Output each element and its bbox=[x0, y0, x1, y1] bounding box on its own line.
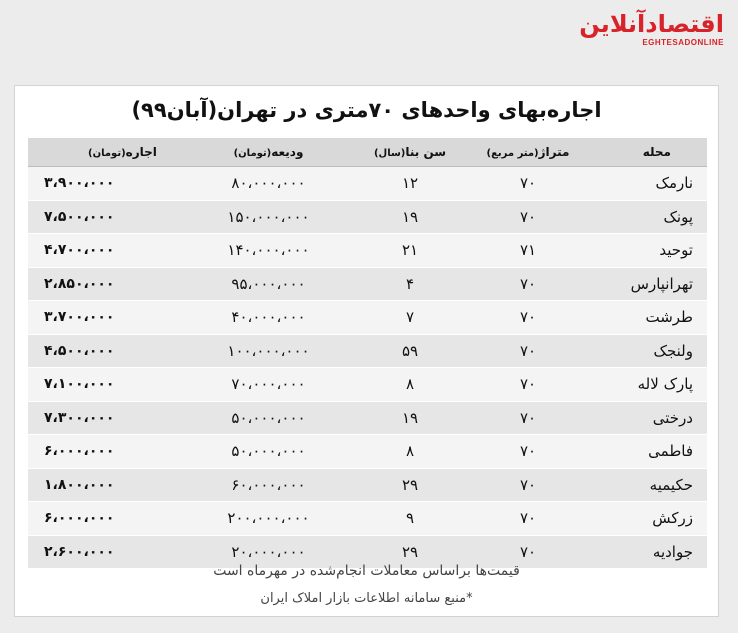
cell-rent: ۳،۹۰۰،۰۰۰ bbox=[28, 167, 186, 201]
cell-rent: ۷،۱۰۰،۰۰۰ bbox=[28, 368, 186, 402]
table-row bbox=[28, 435, 707, 469]
cell-deposit: ۱۵۰،۰۰۰،۰۰۰ bbox=[186, 200, 351, 234]
brand-logo bbox=[574, 10, 724, 56]
cell-building-age: ۲۱ bbox=[351, 234, 469, 268]
cell-deposit: ۸۰،۰۰۰،۰۰۰ bbox=[186, 167, 351, 201]
table-row bbox=[28, 301, 707, 335]
cell-rent: ۱،۸۰۰،۰۰۰ bbox=[28, 468, 186, 502]
table-row bbox=[28, 267, 707, 301]
cell-area: ۷۰ bbox=[469, 267, 587, 301]
cell-deposit: ۹۵،۰۰۰،۰۰۰ bbox=[186, 267, 351, 301]
cell-building-age: ۲۹ bbox=[351, 468, 469, 502]
logo-subtext: EGHTESADONLINE bbox=[642, 38, 724, 47]
cell-neighborhood: جوادیه bbox=[587, 535, 707, 569]
table-row bbox=[28, 368, 707, 402]
price-note: قیمت‌ها براساس معاملات انجام‌شده در مهرماه است bbox=[213, 563, 520, 579]
header-rent: اجاره(تومان) bbox=[28, 138, 186, 167]
header-deposit: ودیعه(تومان) bbox=[186, 138, 351, 167]
cell-area: ۷۰ bbox=[469, 301, 587, 335]
cell-rent: ۲،۸۵۰،۰۰۰ bbox=[28, 267, 186, 301]
cell-area: ۷۰ bbox=[469, 167, 587, 201]
cell-area: ۷۰ bbox=[469, 435, 587, 469]
cell-building-age: ۱۹ bbox=[351, 401, 469, 435]
table-row bbox=[28, 401, 707, 435]
cell-neighborhood: ولنجک bbox=[587, 334, 707, 368]
header-age: سن بنا(سال) bbox=[351, 138, 469, 167]
cell-neighborhood: حکیمیه bbox=[587, 468, 707, 502]
cell-rent: ۷،۳۰۰،۰۰۰ bbox=[28, 401, 186, 435]
cell-area: ۷۰ bbox=[469, 200, 587, 234]
cell-neighborhood: زرکش bbox=[587, 502, 707, 536]
rent-table-card bbox=[14, 85, 719, 617]
cell-neighborhood: فاطمی bbox=[587, 435, 707, 469]
cell-neighborhood: درختی bbox=[587, 401, 707, 435]
page-title: اجاره‌بهای واحدهای ۷۰متری در تهران(آبان۹۹) bbox=[131, 98, 602, 122]
cell-deposit: ۶۰،۰۰۰،۰۰۰ bbox=[186, 468, 351, 502]
table-row bbox=[28, 468, 707, 502]
cell-rent: ۴،۷۰۰،۰۰۰ bbox=[28, 234, 186, 268]
cell-neighborhood: پارک لاله bbox=[587, 368, 707, 402]
table-row bbox=[28, 334, 707, 368]
cell-neighborhood: طرشت bbox=[587, 301, 707, 335]
cell-deposit: ۱۰۰،۰۰۰،۰۰۰ bbox=[186, 334, 351, 368]
cell-area: ۷۰ bbox=[469, 368, 587, 402]
cell-building-age: ۱۹ bbox=[351, 200, 469, 234]
cell-rent: ۶،۰۰۰،۰۰۰ bbox=[28, 502, 186, 536]
cell-neighborhood: پونک bbox=[587, 200, 707, 234]
cell-rent: ۶،۰۰۰،۰۰۰ bbox=[28, 435, 186, 469]
cell-building-age: ۵۹ bbox=[351, 334, 469, 368]
cell-neighborhood: توحید bbox=[587, 234, 707, 268]
header-area: متراژ(متر مربع) bbox=[469, 138, 587, 167]
cell-area: ۷۰ bbox=[469, 535, 587, 569]
logo-text: اقتصادآنلاین bbox=[579, 10, 724, 38]
cell-building-age: ۷ bbox=[351, 301, 469, 335]
cell-deposit: ۱۴۰،۰۰۰،۰۰۰ bbox=[186, 234, 351, 268]
cell-deposit: ۵۰،۰۰۰،۰۰۰ bbox=[186, 401, 351, 435]
cell-building-age: ۸ bbox=[351, 435, 469, 469]
cell-building-age: ۲۹ bbox=[351, 535, 469, 569]
cell-area: ۷۰ bbox=[469, 502, 587, 536]
cell-area: ۷۰ bbox=[469, 401, 587, 435]
cell-area: ۷۰ bbox=[469, 468, 587, 502]
cell-building-age: ۱۲ bbox=[351, 167, 469, 201]
cell-rent: ۴،۵۰۰،۰۰۰ bbox=[28, 334, 186, 368]
cell-neighborhood: نارمک bbox=[587, 167, 707, 201]
cell-building-age: ۴ bbox=[351, 267, 469, 301]
cell-rent: ۲،۶۰۰،۰۰۰ bbox=[28, 535, 186, 569]
cell-building-age: ۸ bbox=[351, 368, 469, 402]
cell-deposit: ۲۰۰،۰۰۰،۰۰۰ bbox=[186, 502, 351, 536]
rent-table bbox=[28, 138, 707, 569]
table-row bbox=[28, 167, 707, 201]
cell-neighborhood: تهرانپارس bbox=[587, 267, 707, 301]
header-neighborhood: محله bbox=[587, 138, 707, 167]
table-row bbox=[28, 502, 707, 536]
table-row bbox=[28, 200, 707, 234]
table-header-row bbox=[28, 138, 707, 167]
cell-area: ۷۱ bbox=[469, 234, 587, 268]
cell-rent: ۳،۷۰۰،۰۰۰ bbox=[28, 301, 186, 335]
cell-area: ۷۰ bbox=[469, 334, 587, 368]
cell-rent: ۷،۵۰۰،۰۰۰ bbox=[28, 200, 186, 234]
cell-deposit: ۴۰،۰۰۰،۰۰۰ bbox=[186, 301, 351, 335]
table-row bbox=[28, 234, 707, 268]
cell-deposit: ۲۰،۰۰۰،۰۰۰ bbox=[186, 535, 351, 569]
cell-deposit: ۷۰،۰۰۰،۰۰۰ bbox=[186, 368, 351, 402]
cell-deposit: ۵۰،۰۰۰،۰۰۰ bbox=[186, 435, 351, 469]
source-note: *منبع سامانه اطلاعات بازار املاک ایران bbox=[260, 591, 473, 606]
cell-building-age: ۹ bbox=[351, 502, 469, 536]
